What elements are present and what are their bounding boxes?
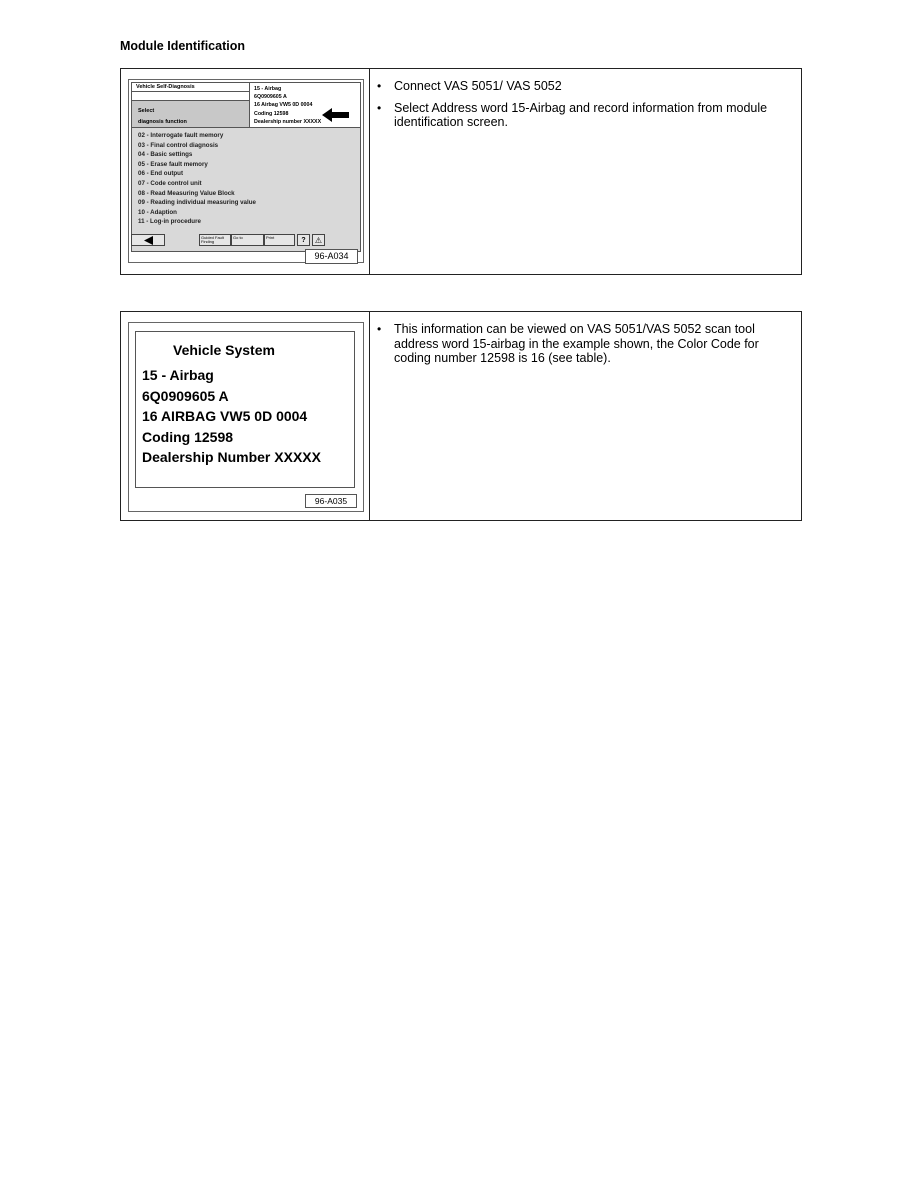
menu-item[interactable]: 07 - Code control unit [138,179,202,187]
menu-item[interactable]: 06 - End output [138,170,184,178]
info-line: Dealership Number XXXXX [142,449,321,465]
info-line: 16 AIRBAG VW5 0D 0004 [142,408,308,424]
back-button[interactable] [131,234,165,246]
select-label-line-2: diagnosis function [138,119,187,125]
vas-screen-header [132,83,360,128]
select-function-label [132,101,250,128]
select-label-line-1: Select [138,108,155,114]
instruction-table-2 [120,311,802,521]
vehicle-system-panel [135,331,355,488]
info-line: Coding 12598 [254,110,289,117]
screen-button-bar [132,234,360,246]
screen-title: Vehicle Self-Diagnosis [132,83,250,92]
menu-item[interactable]: 10 - Adaption [138,208,177,216]
figure-label: 96-A035 [305,494,357,508]
figure-vehicle-system [121,312,370,520]
instruction-text-2 [370,312,801,520]
menu-item[interactable]: 11 - Log-in procedure [138,218,201,226]
vehicle-system-title: Vehicle System [173,342,275,358]
menu-item[interactable]: 02 - Interrogate fault memory [138,132,224,139]
menu-item[interactable]: 09 - Reading individual measuring value [138,199,256,207]
info-line: 6Q0909605 A [142,387,229,404]
instruction-text-1 [370,69,801,274]
info-line: Dealership number XXXXX [254,118,322,125]
bullet-list [374,322,793,366]
pointer-arrow-icon [322,108,350,122]
vas-screen-panel [131,82,361,252]
figure-label: 96-A034 [305,249,358,264]
info-line: 15 - Airbag [142,367,214,383]
bullet-item: • This information can be viewed on VAS 5051/VAS 5052 scan tool address word 15-airbag in the example shown, the Color Code for coding number 12598 is 16 (see table). [394,322,793,366]
diagnosis-function-list [138,131,256,227]
bullet-item: • Select Address word 15-Airbag and record information from module identification screen. [394,101,793,130]
bullet-list [374,79,793,130]
screen-blank-row [132,92,250,101]
warning-button[interactable]: ⚠ [312,234,325,246]
instruction-table-1 [120,68,802,275]
page-heading: Module Identification [120,39,245,53]
back-arrow-icon [144,236,156,245]
figure-vas-screen [121,69,370,274]
info-line: 6Q0909605 A [254,94,287,101]
menu-item[interactable]: 05 - Erase fault memory [138,160,208,168]
menu-item[interactable]: 04 - Basic settings [138,151,193,159]
vehicle-system-frame [128,322,364,512]
info-line: 16 Airbag VW5 0D 0004 [254,102,313,109]
bullet-item: • Connect VAS 5051/ VAS 5052 [394,79,793,94]
go-to-button[interactable]: Go to [231,234,264,246]
guided-fault-finding-button[interactable]: Guided Fault Finding [199,234,231,246]
menu-item[interactable]: 08 - Read Measuring Value Block [138,189,235,197]
menu-item[interactable]: 03 - Final control diagnosis [138,141,219,149]
info-line: Coding 12598 [142,428,234,445]
vas-screen [128,79,364,263]
help-button[interactable]: ? [297,234,310,246]
info-line: 15 - Airbag [254,86,282,92]
print-button[interactable]: Print [264,234,295,246]
